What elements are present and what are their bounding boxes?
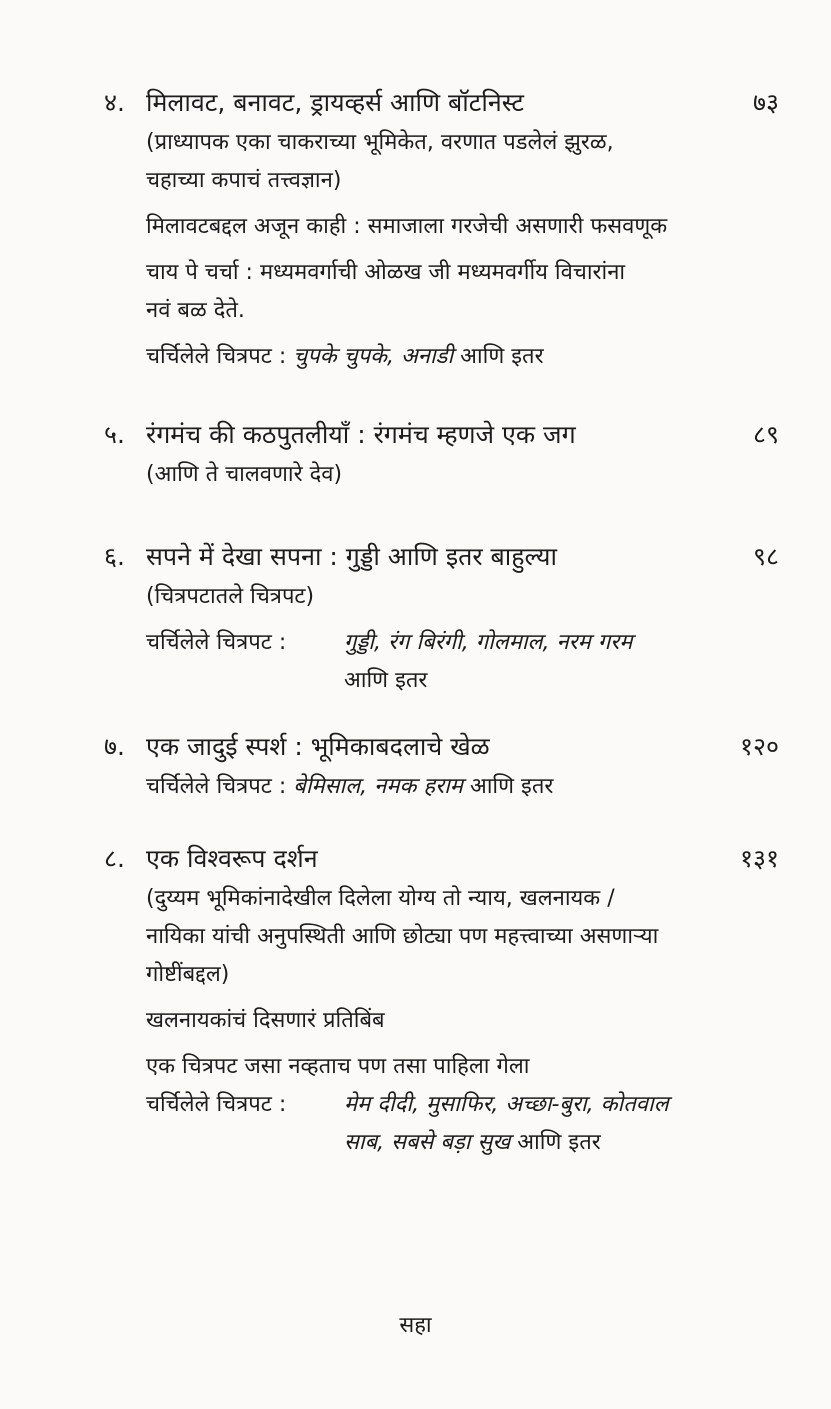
films-label: चर्चिलेले चित्रपट : [146, 630, 287, 655]
entry-description: चहाच्या कपाचं तत्त्वज्ञान) [146, 168, 342, 193]
toc-entry-8 [0, 838, 831, 1162]
toc-entry-5 [0, 414, 831, 494]
films-label: चर्चिलेले चित्रपट : [146, 344, 287, 369]
page-footer-number: सहा [399, 1313, 432, 1338]
films-list: मेम दीदी, मुसाफिर, अच्छा-बुरा, कोतवाल [344, 1092, 669, 1117]
entry-page-number: १२० [739, 732, 779, 761]
films-list: चुपके चुपके, अनाडी [293, 344, 454, 369]
entry-title: एक जादुई स्पर्श : भूमिकाबदलाचे खेळ [146, 732, 490, 761]
films-continuation-line [344, 1124, 601, 1162]
films-continuation [0, 662, 831, 700]
entry-description: (दुय्यम भूमिकांनादेखील दिलेला योग्य तो न्याय, खलनायक / [146, 886, 615, 911]
entry-number: ७. [104, 732, 125, 761]
films-discussed [0, 1086, 831, 1124]
entry-subtopic: एक चित्रपट जसा नव्हताच पण तसा पाहिला गेला [146, 1054, 530, 1079]
entry-page-number: ८९ [752, 420, 779, 449]
entry-number: ८. [104, 844, 125, 873]
entry-description: (प्राध्यापक एका चाकराच्या भूमिकेत, वरणात पडलेलं झुरळ, [146, 130, 614, 155]
films-discussed [0, 338, 831, 376]
films-discussed [0, 768, 831, 806]
entry-number: ४. [104, 88, 125, 117]
films-list: बेमिसाल, नमक हराम [293, 774, 463, 799]
films-suffix: आणि इतर [453, 344, 544, 369]
entry-page-number: १३१ [739, 844, 779, 873]
entry-subtopic: मिलावटबद्दल अजून काही : समाजाला गरजेची असणारी फसवणूक [146, 214, 668, 239]
films-continuation [0, 1124, 831, 1162]
films-label: चर्चिलेले चित्रपट : [146, 1092, 287, 1117]
entry-description: नायिका यांची अनुपस्थिती आणि छोट्या पण महत्त्वाच्या असणाऱ्या [146, 924, 659, 949]
entry-title: सपने में देखा सपना : गुड्डी आणि इतर बाहुल्या [146, 542, 557, 571]
entry-title: मिलावट, बनावट, ड्रायव्हर्स आणि बॉटनिस्ट [146, 88, 525, 117]
entry-title: एक विश्वरूप दर्शन [146, 844, 318, 873]
toc-entry-4 [0, 82, 831, 376]
films-suffix: आणि इतर [462, 774, 554, 799]
entry-subtopic: खलनायकांचं दिसणारं प्रतिबिंब [146, 1008, 385, 1033]
entry-subtopic: नवं बळ देते. [146, 298, 245, 323]
entry-description: (आणि ते चालवणारे देव) [146, 462, 343, 487]
films-label: चर्चिलेले चित्रपट : [146, 774, 287, 799]
films-discussed [0, 624, 831, 662]
films-suffix: आणि इतर [510, 1130, 601, 1155]
entry-page-number: ९८ [752, 542, 779, 571]
toc-entry-6 [0, 536, 831, 700]
entry-description: (चित्रपटातले चित्रपट) [146, 584, 315, 609]
toc-entry-7 [0, 726, 831, 806]
entry-number: ६. [104, 542, 125, 571]
entry-title: रंगमंच की कठपुतलीयाँ : रंगमंच म्हणजे एक जग [146, 420, 576, 449]
entry-page-number: ७३ [752, 88, 779, 117]
entry-subtopic: चाय पे चर्चा : मध्यमवर्गाची ओळख जी मध्यमवर्गीय विचारांना [146, 260, 626, 285]
films-list: साब, सबसे बड़ा सुख [344, 1130, 511, 1155]
entry-number: ५. [104, 420, 125, 449]
entry-description: गोष्टींबद्दल) [146, 962, 230, 987]
films-suffix: आणि इतर [344, 668, 428, 693]
films-list: गुड्डी, रंग बिरंगी, गोलमाल, नरम गरम [344, 630, 633, 655]
